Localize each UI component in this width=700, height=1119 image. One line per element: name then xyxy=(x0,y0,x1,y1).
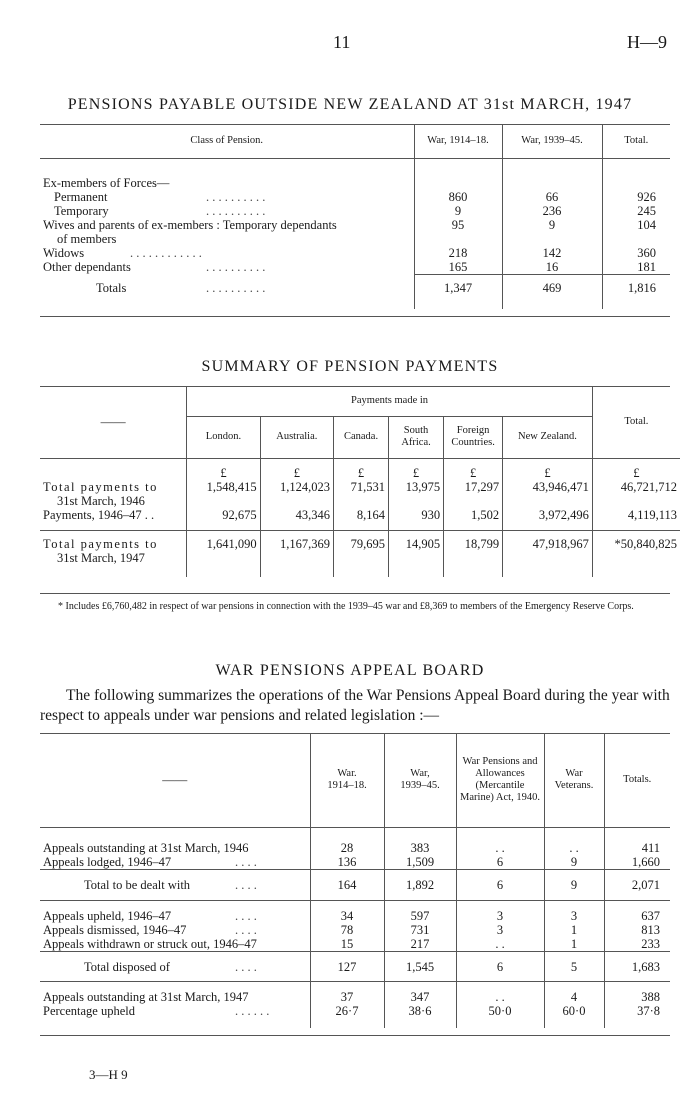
row-label: Appeals dismissed, 1946–47 xyxy=(43,922,187,937)
table-row xyxy=(40,246,670,260)
cell: 1,124,023 xyxy=(260,480,333,508)
header-war-1939: War, 1939–45. xyxy=(502,124,602,158)
cell: 60·0 xyxy=(544,1004,604,1018)
cell: 360 xyxy=(602,246,670,260)
cell: 136 xyxy=(310,855,384,870)
cell: 383 xyxy=(384,841,456,855)
cell: 637 xyxy=(604,900,670,923)
cell: . . xyxy=(456,982,544,1005)
currency-symbol: £ xyxy=(334,458,389,480)
cell: 28 xyxy=(310,841,384,855)
cell: 26·7 xyxy=(310,1004,384,1018)
totals-row xyxy=(40,275,670,303)
cell: 142 xyxy=(502,246,602,260)
row-label: Appeals lodged, 1946–47 xyxy=(43,855,172,869)
cell: 1 xyxy=(544,937,604,952)
cell: 92,675 xyxy=(187,508,260,531)
cell: 9 xyxy=(502,218,602,246)
header-war-1914: War. 1914–18. xyxy=(310,733,384,827)
cell: 127 xyxy=(310,951,384,974)
cell: . . xyxy=(456,841,544,855)
cell: 217 xyxy=(384,937,456,952)
leader-dots: . . . . . . . . . . xyxy=(206,280,266,295)
table-row xyxy=(40,508,680,531)
table-row xyxy=(40,951,670,974)
cell: 1,816 xyxy=(602,275,670,303)
cell: 3,972,496 xyxy=(503,508,593,531)
cell: 13,975 xyxy=(389,480,444,508)
row-label: Appeals outstanding at 31st March, 1947 xyxy=(43,990,249,1004)
cell: 731 xyxy=(384,923,456,937)
cell: 16 xyxy=(502,260,602,275)
cell: 469 xyxy=(502,275,602,303)
cell: 9 xyxy=(544,870,604,893)
table-row xyxy=(40,190,670,204)
cell: 5 xyxy=(544,951,604,974)
row-label: Appeals upheld, 1946–47 xyxy=(43,908,172,923)
header-war-1939: War, 1939–45. xyxy=(384,733,456,827)
cell: 17,297 xyxy=(444,480,503,508)
cell: 245 xyxy=(602,204,670,218)
cell: 597 xyxy=(384,900,456,923)
cell: 104 xyxy=(602,218,670,246)
cell: 165 xyxy=(414,260,502,275)
row-label: Other dependants xyxy=(43,260,131,274)
page-number: 11 xyxy=(333,32,351,52)
header-totals: Totals. xyxy=(604,733,670,827)
header-total: Total. xyxy=(592,386,680,458)
currency-symbol: £ xyxy=(592,458,680,480)
header-new-zealand: New Zealand. xyxy=(503,416,593,458)
table-row xyxy=(40,218,670,246)
cell: 813 xyxy=(604,923,670,937)
cell: 1,545 xyxy=(384,951,456,974)
table-row xyxy=(40,480,680,508)
cell: 34 xyxy=(310,900,384,923)
cell: 1,502 xyxy=(444,508,503,531)
row-label-continued: 31st March, 1946 xyxy=(57,494,145,508)
cell: 38·6 xyxy=(384,1004,456,1018)
leader-dots: . . . . xyxy=(235,855,257,869)
appeal-board-title: WAR PENSIONS APPEAL BOARD xyxy=(215,662,485,679)
pensions-table-title: PENSIONS PAYABLE OUTSIDE NEW ZEALAND AT 31st MARCH, 1947 xyxy=(67,96,633,113)
header-mercantile-marine: War Pensions and Allowances (Mercantile Marine) Act, 1940. xyxy=(456,733,544,827)
leader-dots: . . . . xyxy=(235,908,257,923)
header-london: London. xyxy=(187,416,260,458)
page-code: H—9 xyxy=(627,32,667,52)
cell: 1,892 xyxy=(384,870,456,893)
cell: 233 xyxy=(604,937,670,952)
stub-dash: —— xyxy=(100,414,126,429)
intro-paragraph: The following summarizes the operations of the War Pensions Appeal Board during the year with respect to appeals under war pensions and related legislation :— xyxy=(40,687,670,724)
summary-table-title: SUMMARY OF PENSION PAYMENTS xyxy=(201,358,499,375)
cell: 66 xyxy=(502,190,602,204)
row-label: Appeals withdrawn or struck out, 1946–47 xyxy=(43,936,257,951)
header-war-1914: War, 1914–18. xyxy=(414,124,502,158)
currency-symbol: £ xyxy=(389,458,444,480)
cell: 1,683 xyxy=(604,951,670,974)
row-label: Total disposed of xyxy=(84,959,170,974)
cell: . . xyxy=(456,937,544,952)
table-row xyxy=(40,855,670,870)
stub-dash: —— xyxy=(162,772,188,787)
row-label: Temporary xyxy=(54,204,109,218)
header-war-veterans: War Veterans. xyxy=(544,733,604,827)
cell: 46,721,712 xyxy=(592,480,680,508)
page-footer: 3—H 9 xyxy=(89,1067,128,1082)
cell: 6 xyxy=(456,855,544,870)
cell: 18,799 xyxy=(444,531,503,566)
leader-dots: . . . . xyxy=(235,878,257,892)
header-south-africa: South Africa. xyxy=(389,416,444,458)
cell: 50·0 xyxy=(456,1004,544,1018)
cell: 9 xyxy=(544,855,604,870)
footnote: * Includes £6,760,482 in respect of war pensions in connection with the 1939–45 war and £8,369 to members of the Emergency Reserve Corps. xyxy=(58,601,634,612)
leader-dots: . . . . xyxy=(235,922,257,937)
currency-symbol: £ xyxy=(503,458,593,480)
cell: *50,840,825 xyxy=(592,531,680,566)
leader-dots: . . . . . . . . . . xyxy=(206,190,266,204)
table-row xyxy=(40,531,680,566)
cell: 3 xyxy=(456,900,544,923)
row-label: Payments, 1946–47 . . xyxy=(40,508,187,531)
currency-symbol: £ xyxy=(444,458,503,480)
cell: 79,695 xyxy=(334,531,389,566)
cell: 1,509 xyxy=(384,855,456,870)
cell: 6 xyxy=(456,870,544,893)
cell: 4,119,113 xyxy=(592,508,680,531)
table-row xyxy=(40,900,670,923)
row-label: Appeals outstanding at 31st March, 1946 xyxy=(43,841,249,855)
cell: 43,946,471 xyxy=(503,480,593,508)
leader-dots: . . . . . . xyxy=(235,1004,270,1018)
cell: 411 xyxy=(604,841,670,855)
header-payments-made-in: Payments made in xyxy=(187,386,593,416)
table-row xyxy=(40,923,670,937)
cell: . . xyxy=(544,841,604,855)
table-row xyxy=(40,982,670,1005)
cell: 4 xyxy=(544,982,604,1005)
cell: 236 xyxy=(502,204,602,218)
cell: 860 xyxy=(414,190,502,204)
cell: 8,164 xyxy=(334,508,389,531)
row-label: Totals xyxy=(96,280,127,295)
pensions-table xyxy=(40,124,670,309)
cell: 1,167,369 xyxy=(260,531,333,566)
leader-dots: . . . . . . . . . . xyxy=(206,260,266,274)
section-label: Ex-members of Forces— xyxy=(43,176,170,190)
row-label: Total payments to xyxy=(43,537,158,551)
cell: 388 xyxy=(604,982,670,1005)
cell: 164 xyxy=(310,870,384,893)
cell: 347 xyxy=(384,982,456,1005)
currency-symbol: £ xyxy=(187,458,260,480)
currency-symbol: £ xyxy=(260,458,333,480)
cell: 1,347 xyxy=(414,275,502,303)
row-label-continued: of members xyxy=(57,232,117,246)
appeals-table xyxy=(40,733,670,1028)
row-label: Total payments to xyxy=(43,480,158,494)
cell: 78 xyxy=(310,923,384,937)
cell: 95 xyxy=(414,218,502,246)
row-label-continued: 31st March, 1947 xyxy=(57,551,145,565)
header-class: Class of Pension. xyxy=(40,124,414,158)
row-label: Wives and parents of ex-members : Temporary dependants xyxy=(43,218,337,232)
summary-table xyxy=(40,386,680,577)
cell: 14,905 xyxy=(389,531,444,566)
row-label: Total to be dealt with xyxy=(84,878,191,892)
leader-dots: . . . . . . . . . . . . xyxy=(130,246,202,260)
cell: 37 xyxy=(310,982,384,1005)
cell: 9 xyxy=(414,204,502,218)
cell: 43,346 xyxy=(260,508,333,531)
cell: 47,918,967 xyxy=(503,531,593,566)
cell: 37·8 xyxy=(604,1004,670,1018)
table-row xyxy=(40,870,670,893)
cell: 3 xyxy=(544,900,604,923)
cell: 15 xyxy=(310,937,384,952)
cell: 1 xyxy=(544,923,604,937)
cell: 2,071 xyxy=(604,870,670,893)
table-row xyxy=(40,937,670,952)
cell: 71,531 xyxy=(334,480,389,508)
cell: 1,548,415 xyxy=(187,480,260,508)
cell: 218 xyxy=(414,246,502,260)
cell: 3 xyxy=(456,923,544,937)
table-row xyxy=(40,841,670,855)
table-row xyxy=(40,1004,670,1018)
leader-dots: . . . . . . . . . . xyxy=(206,204,266,218)
header-australia: Australia. xyxy=(260,416,333,458)
leader-dots: . . . . xyxy=(235,959,257,974)
row-label: Widows xyxy=(43,246,85,260)
row-label: Permanent xyxy=(54,190,108,204)
row-label: Percentage upheld xyxy=(43,1004,135,1018)
header-canada: Canada. xyxy=(334,416,389,458)
cell: 1,660 xyxy=(604,855,670,870)
cell: 930 xyxy=(389,508,444,531)
table-row xyxy=(40,260,670,275)
cell: 6 xyxy=(456,951,544,974)
header-foreign-countries: Foreign Countries. xyxy=(444,416,503,458)
table-row xyxy=(40,204,670,218)
cell: 1,641,090 xyxy=(187,531,260,566)
cell: 181 xyxy=(602,260,670,275)
cell: 926 xyxy=(602,190,670,204)
header-total: Total. xyxy=(602,124,670,158)
